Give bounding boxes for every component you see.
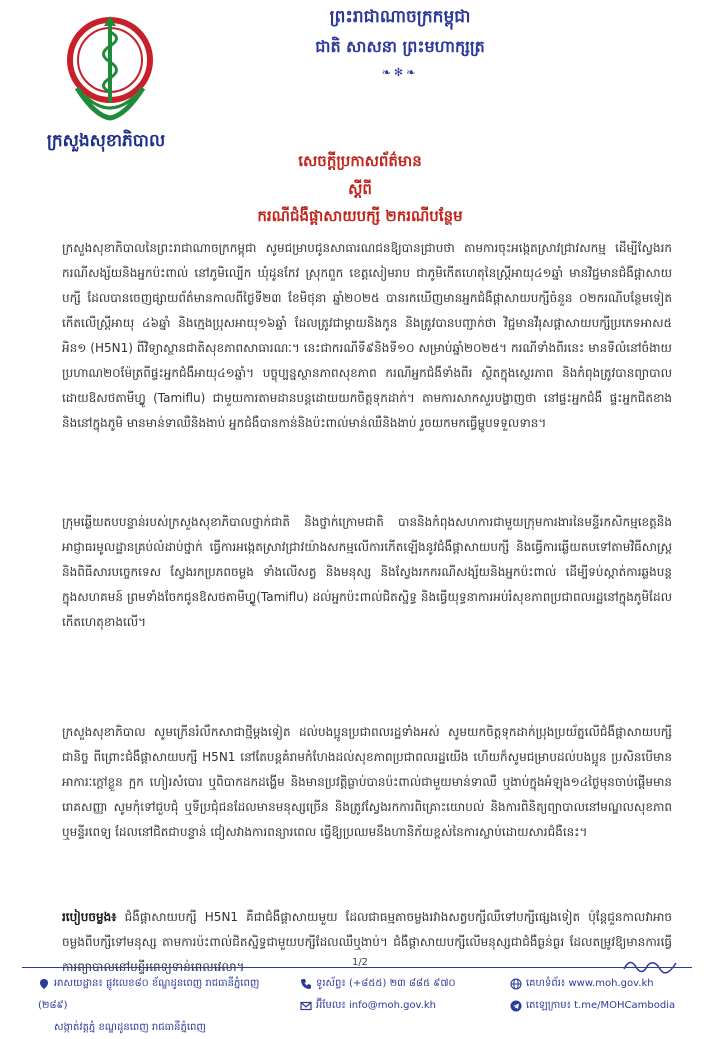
footer-address-line1: អាសយដ្ឋាន៖ ផ្លូវលេខ៨០ ខ័ណ្ឌដូនពេញ រាជធានីភ្នំពេញ (២៨៩)	[38, 978, 260, 1011]
footer-divider	[22, 967, 692, 968]
initials-signature	[620, 955, 680, 975]
footer-contact-block	[300, 973, 490, 1017]
footer-email[interactable]: អ៊ីមែល៖ info@moh.gov.kh	[316, 1000, 437, 1011]
footer-web-block	[510, 973, 705, 1017]
phone-icon	[300, 977, 312, 989]
footer-telegram[interactable]: តេឡេក្រាម៖ t.me/MOHCambodia	[526, 1000, 676, 1011]
transmission-label: របៀបចម្លង៖	[62, 910, 117, 924]
paragraph-2: ក្រុមឆ្លើយតបបន្ទាន់របស់ក្រសួងសុខាភិបាលថ្នាក់ជាតិ និងថ្នាក់ក្រោមជាតិ បាននិងកំពុងសហការជាមួយក្រុមការងារនៃមន្ទីរកសិកម្មខេត្តនិងអាជ្ញាធរមូលដ្ឋានគ្រប់លំដាប់ថ្នាក់ ធ្វើការអង្កេតស្រាវជ្រាវយ៉ាងសកម្មលើការកើតឡើងនូវជំងឺផ្តាសាយបក្សី និងធ្វើការឆ្លើយតបទៅតាមវិធីសាស្ត្រ និងពិធីសារបច្ចេកទេស ស្វែងរកប្រភពចម្លង ទាំងលើសត្វ និងមនុស្ស និងស្វែងរកករណីសង្ស័យនិងអ្នកប៉ះពាល់ ដើម្បីទប់ស្កាត់ការឆ្លងបន្តក្នុងសហគមន៍ ព្រមទាំងចែកជូនឱសថតាមីហ្វ្លូ(Tamiflu) ដល់អ្នកប៉ះពាល់ជិតស្និទ្ធ និងធ្វើយុទ្ធនាការអប់រំសុខភាពប្រជាពលរដ្ឋនៅក្នុងភូមិដែលកើតហេតុខាងលើ។	[62, 515, 672, 629]
ornament: ❧✻❧	[381, 66, 419, 79]
ministry-logo	[65, 8, 155, 126]
national-motto: ជាតិ សាសនា ព្រះមហាក្សត្រ	[315, 37, 485, 56]
document-title: សេចក្តីប្រកាសព័ត៌មាន	[298, 152, 422, 170]
telegram-icon	[510, 999, 522, 1011]
location-icon	[38, 977, 50, 989]
kingdom-heading: ព្រះរាជាណាចក្រកម្ពុជា	[329, 7, 471, 27]
paragraph-1: ក្រសួងសុខាភិបាលនៃព្រះរាជាណាចក្រកម្ពុជា សូមជម្រាបជូនសាធារណជនឱ្យបានជ្រាបថា តាមការចុះអង្កេតស្រាវជ្រាវសកម្ម ដើម្បីស្វែងរកករណីសង្ស័យនិងអ្នកប៉ះពាល់ នៅភូមិល្បើក ឃុំដូនកែវ ស្រុកពួក ខេត្តសៀមរាប ជាភូមិកើតហេតុនៃស្ត្រីអាយុ៤១ឆ្នាំ មានវិជ្ជមានជំងឺផ្តាសាយបក្សី ដែលបានចេញផ្សាយព័ត៌មានកាលពីថ្ងៃទី២៣ ខែមិថុនា ឆ្នាំ២០២៥ បានរកឃើញមានអ្នកជំងឺផ្តាសាយបក្សីចំនួន ០២ករណីបន្ថែមទៀត កើតលើស្ត្រីអាយុ ៤៦ឆ្នាំ និងក្មេងប្រុសអាយុ១៦ឆ្នាំ ដែលត្រូវជាម្តាយនិងកូន និងត្រូវបានបញ្ជាក់ថា វិជ្ជមានវីរុសផ្តាសាយបក្សីប្រភេទអាស៥ អិន១ (H5N1) ពីវិទ្យាស្ថានជាតិសុខភាពសាធារណៈ។ នេះជាករណីទី៩និងទី១០ សម្រាប់ឆ្នាំ២០២៥។ ករណីទាំងពីរនេះ មានទីលំនៅចំងាយប្រហាណ២០ម៉ែត្រពីផ្ទះអ្នកជំងឺអាយុ៤១ឆ្នាំ។ បច្ចុប្បន្នស្ថានភាពសុខភាព ករណីអ្នកជំងឺទាំងពីរ ស្ថិតក្នុងស្ថេរភាព និងកំពុងត្រូវបានព្យាបាលដោយឱសថតាមីហ្វ្លូ (Tamiflu) ជាមួយការតាមដានបន្តដោយយកចិត្តទុកដាក់។ តាមការសាកសួរបង្ហាញថា នៅផ្ទះអ្នកជំងឺ ផ្ទះអ្នកជិតខាង និងនៅក្នុងភូមិ មានមាន់ទាឈឺនិងងាប់ អ្នកជំងឺបានកាន់និងប៉ះពាល់មាន់ឈឺនិងងាប់ រួចយកមកធ្វើម្ហូបទទួលទាន។	[62, 241, 672, 430]
footer-address-block	[38, 973, 268, 1039]
paragraph-4	[62, 905, 672, 980]
footer-phone[interactable]: ទូរស័ព្ទ៖ (+៨៥៥) ២៣ ៨៨៥ ៩៧០	[316, 978, 456, 989]
ministry-name: ក្រសួងសុខាភិបាល	[46, 131, 166, 151]
transmission-text: ជំងឺផ្តាសាយបក្សី H5N1 គឺជាជំងឺផ្តាសាយមួយ ដែលជាធម្មតាចម្លងរវាងសត្វបក្សីឈឺទៅបក្សីផ្សេងទៀត ប៉ុន្តែជួនកាលវាអាចចម្លងពីបក្សីទៅមនុស្ស តាមការប៉ះពាល់ជិតស្និទ្ធជាមួយបក្សីដែលឈឺឬងាប់។ ជំងឺផ្តាសាយបក្សីលើមនុស្សជាជំងឺធ្ងន់ធ្ងរ ដែលតម្រូវឱ្យមានការធ្វើការព្យាបាលនៅមន្ទីរពេទ្យទាន់ពេលវេលា។	[62, 910, 672, 974]
footer-website[interactable]: គេហទំព័រ៖ www.moh.gov.kh	[526, 978, 654, 989]
email-icon	[300, 999, 312, 1011]
globe-icon	[510, 977, 522, 989]
document-subtitle-about: ស្តីពី	[348, 180, 372, 198]
paragraph-3: ក្រសួងសុខាភិបាល សូមក្រើនរំលឹកសាជាថ្មីម្តងទៀត ដល់បងប្អូនប្រជាពលរដ្ឋទាំងអស់ សូមយកចិត្តទុកដាក់ប្រុងប្រយ័ត្នលើជំងឺផ្តាសាយបក្សីជានិច្ច ពីព្រោះជំងឺផ្តាសាយបក្សី H5N1 នៅតែបន្តគំរាមកំហែងដល់សុខភាពប្រជាពលរដ្ឋយើង ហើយក៏សូមជម្រាបដល់បងប្អូន ប្រសិនបើមានអាការៈក្តៅខ្លួន ក្អក ហៀរសំបោរ ឬពិបាកដកដង្ហើម និងមានប្រវត្តិធ្លាប់បានប៉ះពាល់ជាមួយមាន់ទាឈឺ ឬងាប់ក្នុងអំឡុង១៤ថ្ងៃមុនចាប់ផ្តើមមានរោគសញ្ញា សូមកុំទៅជួបជុំ ឬទីប្រជុំជនដែលមានមនុស្សច្រើន និងត្រូវស្វែងរកការពិគ្រោះយោបល់ និងការពិនិត្យព្យាបាលនៅមណ្ឌលសុខភាព ឬមន្ទីរពេទ្យ ដែលនៅជិតជាបន្ទាន់ ជៀសវាងការពន្យារពេល ធ្វើឱ្យប្រឈមនឹងហានិភ័យខ្ពស់នៃការស្លាប់ដោយសារជំងឺនេះ។	[62, 725, 672, 839]
document-subject: ករណីជំងឺផ្តាសាយបក្សី ២ករណីបន្ថែម	[257, 207, 463, 225]
page-number: 1/2	[351, 957, 369, 968]
footer-address-line2: សង្កាត់វត្តភ្នំ ខណ្ឌដូនពេញ រាជធានីភ្នំពេញ	[54, 1022, 206, 1033]
